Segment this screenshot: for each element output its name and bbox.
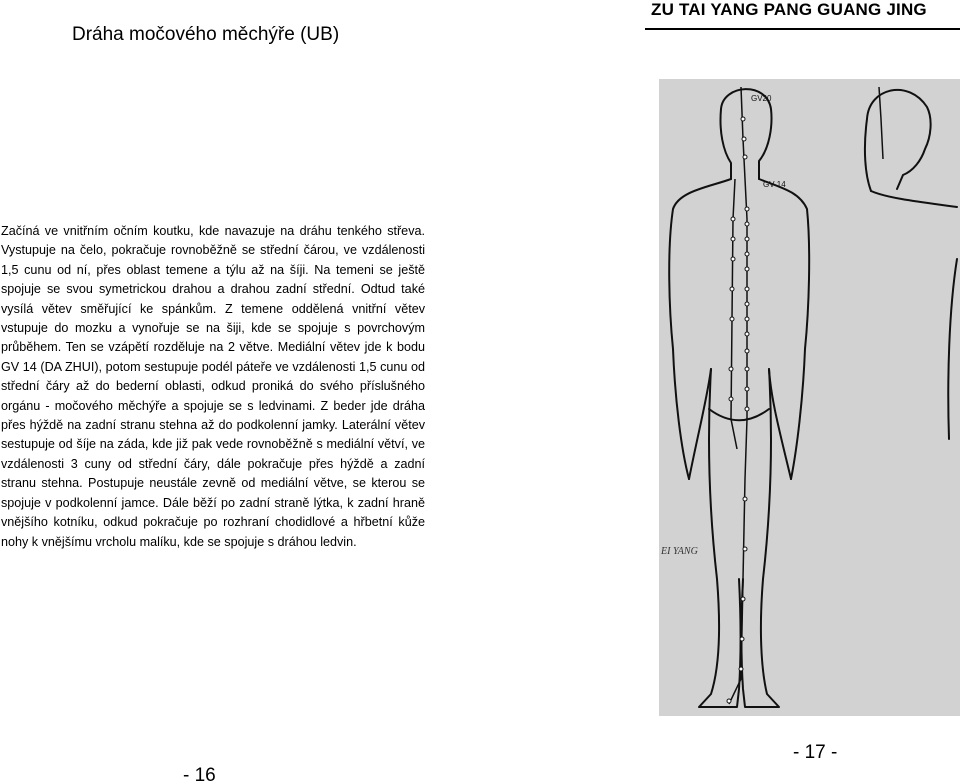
shoulders-torso (669, 179, 809, 479)
acupoint (745, 287, 749, 291)
meridian-name: ZU TAI YANG PANG GUANG JING (651, 0, 927, 19)
profile-chest (871, 191, 957, 207)
acupoint (730, 287, 734, 291)
meridian-profile-line (879, 87, 883, 159)
profile-head-outline (867, 90, 931, 189)
handwritten-label: EI YANG (661, 546, 698, 557)
gv14-label: GV 14 (763, 180, 786, 189)
body-text (1, 222, 425, 552)
head-left-side (720, 109, 731, 179)
acupoint (745, 302, 749, 306)
buttock-line (709, 409, 769, 420)
acupoint (731, 237, 735, 241)
acupoint (729, 367, 733, 371)
acupoint (745, 267, 749, 271)
acupoint (731, 217, 735, 221)
acupoint (745, 407, 749, 411)
acupoint (742, 137, 746, 141)
gv20-label: GV20 (751, 94, 772, 103)
acupoint (727, 699, 731, 703)
acupoint (739, 667, 743, 671)
hips (689, 369, 791, 479)
acupoint (745, 237, 749, 241)
acupoint (741, 117, 745, 121)
acupoint (743, 155, 747, 159)
header-rule (645, 28, 960, 30)
acupoint (730, 317, 734, 321)
acupoint (745, 317, 749, 321)
acupoint (745, 387, 749, 391)
body-outline (669, 89, 809, 707)
page-title: Dráha močového měchýře (UB) (72, 24, 340, 45)
acupoint (745, 207, 749, 211)
acupoint (745, 332, 749, 336)
page-number-right: - 17 - (793, 742, 838, 763)
acupoint (741, 597, 745, 601)
acupoint (731, 257, 735, 261)
acupoint (745, 252, 749, 256)
acupoint (740, 637, 744, 641)
acupoint (745, 349, 749, 353)
acupoint (745, 367, 749, 371)
acupoint (743, 547, 747, 551)
profile-neck-back (865, 119, 871, 191)
meridian-figure-svg (659, 79, 960, 716)
profile-head (865, 90, 957, 439)
acupoint (729, 397, 733, 401)
page-number-left: - 16 (183, 765, 216, 784)
meridian-figure (659, 79, 960, 716)
acupoint (745, 222, 749, 226)
profile-arm (948, 259, 957, 439)
paragraph: Začíná ve vnitřním očním koutku, kde navazuje na dráhu tenkého střeva. Vystupuje na čelo, pokračuje rovnoběžně se střední čárou, ve vzdálenosti 1,5 cunu od ní, přes oblast temene a týlu až na šíji. Na temeni se ještě spojuje se svou symetrickou drahou a drahou zadní střední. Odtud také vysílá větev směřující ke spánkům. Z temene oddělená vnitřní větev vstupuje do mozku a vynořuje se na šiji, kde se spojuje s povrchovým průběhem. Ten se vzápětí rozděluje na 2 větve. Mediální větev jde k bodu GV 14 (DA ZHUI), potom sestupuje podél páteře ve vzdálenosti 1,5 cunu od střední čáry až do bederní oblasti, odkud proniká do svého příslušného orgánu - močového měchýře a spojuje se s ledvinami. Z beder jde dráha přes hýždě na zadní stranu stehna až do podkolenní jamky. Laterální větev sestupuje od šíje na záda, kde již pak vede rovnoběžně s mediální větví, ve vzdálenosti 3 cuny od střední čáry, dále pokračuje přes hýždě a zadní stranu stehna. Postupuje neustále zevně od mediální větve, se kterou se spojuje v podkolenní jamce. Dále běží po zadní straně lýtka, k zadní hraně vnějšího kotníku, odkud pokračuje po rozhraní chodidlové a hřbetní kůže nohy k vnějšímu vrcholu malíku, kde se spojuje s dráhou ledvin. (1, 224, 425, 549)
acupoint (743, 497, 747, 501)
